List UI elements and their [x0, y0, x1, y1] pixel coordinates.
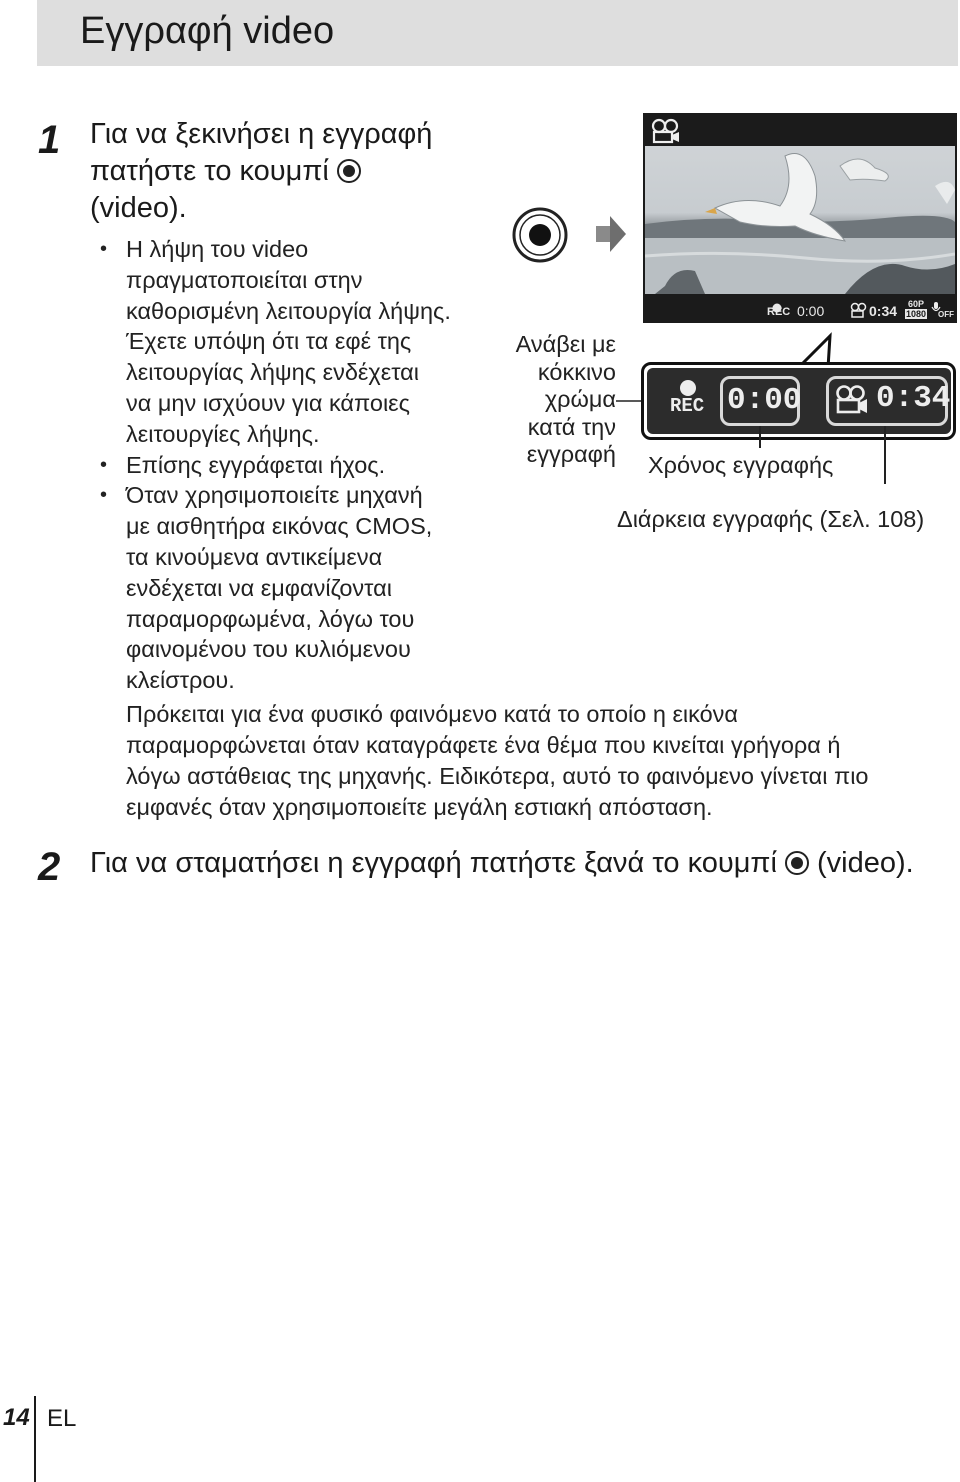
language-code: EL [47, 1405, 77, 1432]
label-record-time: Χρόνος εγγραφής [648, 452, 834, 478]
note-line-1: Πρόκειται για ένα φυσικό φαινόμενο κατά το οποίο η εικόνα [126, 701, 739, 727]
big-remaining-time: 0:34 [876, 381, 951, 416]
bullet-1-line-1: • Η λήψη του video [126, 236, 309, 262]
bullet-1-line-2: πραγματοποιείται στην [126, 266, 363, 293]
step2-text-after: (video). [817, 847, 914, 879]
step1-line2 [90, 153, 361, 190]
bullet-1-line-6: να μην ισχύουν για κάποιες [126, 389, 410, 416]
footer-divider [34, 1396, 36, 1482]
arrow-right-icon [596, 214, 628, 254]
note-line-3: λόγω αστάθειας της μηχανής. Ειδικότερα, αυτό το φαινόμενο γίνεται πιο [126, 763, 869, 789]
callout-line-4: κατά την [527, 413, 616, 440]
bullet-1-line-3: καθορισμένη λειτουργία λήψης. [126, 297, 451, 324]
video-button-icon [785, 851, 809, 875]
seagull-scene-image [645, 146, 955, 294]
bullet-3-line-1: • Όταν χρησιμοποιείτε μηχανή [126, 482, 423, 509]
lcd-rec-time: 0:00 [797, 303, 825, 319]
step1-line1: Για να ξεκινήσει η εγγραφή [90, 118, 433, 150]
page-number: 14 [3, 1404, 30, 1431]
bullet-3-line-4: ενδέχεται να εμφανίζονται [126, 574, 392, 601]
callout-text [490, 331, 616, 469]
bullet-2-line-1: • Επίσης εγγράφεται ήχος. [126, 451, 386, 478]
bullet-1-line-4: Έχετε υπόψη ότι τα εφέ της [126, 328, 412, 355]
bullet-3-line-5: παραμορφωμένα, λόγω του [126, 605, 415, 632]
label-record-duration: Διάρκεια εγγραφής (Σελ. 108) [617, 506, 925, 532]
bullet-1-line-5: λειτουργίας λήψης ενδέχεται [126, 359, 419, 386]
step-number-1: 1 [38, 118, 61, 162]
scene-photo [645, 146, 955, 294]
lcd-resolution: 1080 [906, 309, 927, 319]
bullet-3-line-6: φαινομένου του κυλιόμενου [126, 636, 411, 663]
callout-line-1: Ανάβει με [515, 331, 616, 357]
bullet-3-line-7: κλείστρου. [126, 667, 235, 694]
bullet-3-line-3: τα κινούμενα αντικείμενα [126, 543, 383, 570]
lcd-movie-icon [850, 302, 868, 318]
step2-text-before: Για να σταματήσει η εγγραφή πατήστε ξανά το κουμπί [90, 847, 777, 879]
video-button-icon [337, 159, 361, 183]
lcd-sound: OFF [938, 310, 954, 319]
bullet-3-line-2: με αισθητήρα εικόνας CMOS, [126, 513, 433, 540]
big-rec-time: 0:00 [727, 383, 802, 418]
step1-line3: (video). [90, 192, 187, 224]
movie-mode-icon [650, 118, 682, 144]
lcd-remaining-time: 0:34 [869, 303, 898, 319]
page-title: Εγγραφή video [80, 10, 335, 52]
video-record-button-icon [510, 205, 570, 265]
step1-line2-text: πατήστε το κουμπί [90, 155, 329, 187]
big-rec-label: REC [670, 395, 705, 417]
big-movie-icon [834, 384, 870, 416]
callout-line-3: χρώμα [544, 386, 616, 412]
note-line-4: εμφανές όταν χρησιμοποιείτε μεγάλη εστιακή απόσταση. [126, 794, 713, 820]
lcd-fps: 60P [908, 299, 925, 309]
step2-text [90, 845, 914, 882]
callout-line-5: εγγραφή [526, 441, 616, 467]
note-line-2: παραμορφώνεται όταν καταγράφετε ένα θέμα που κινείται γρήγορα ή [126, 732, 841, 758]
bullet-1-line-7: λειτουργίες λήψης. [126, 420, 320, 447]
callout-line-2: κόκκινο [537, 358, 616, 385]
lcd-rec-label: REC [767, 306, 791, 318]
step-number-2: 2 [38, 845, 61, 889]
